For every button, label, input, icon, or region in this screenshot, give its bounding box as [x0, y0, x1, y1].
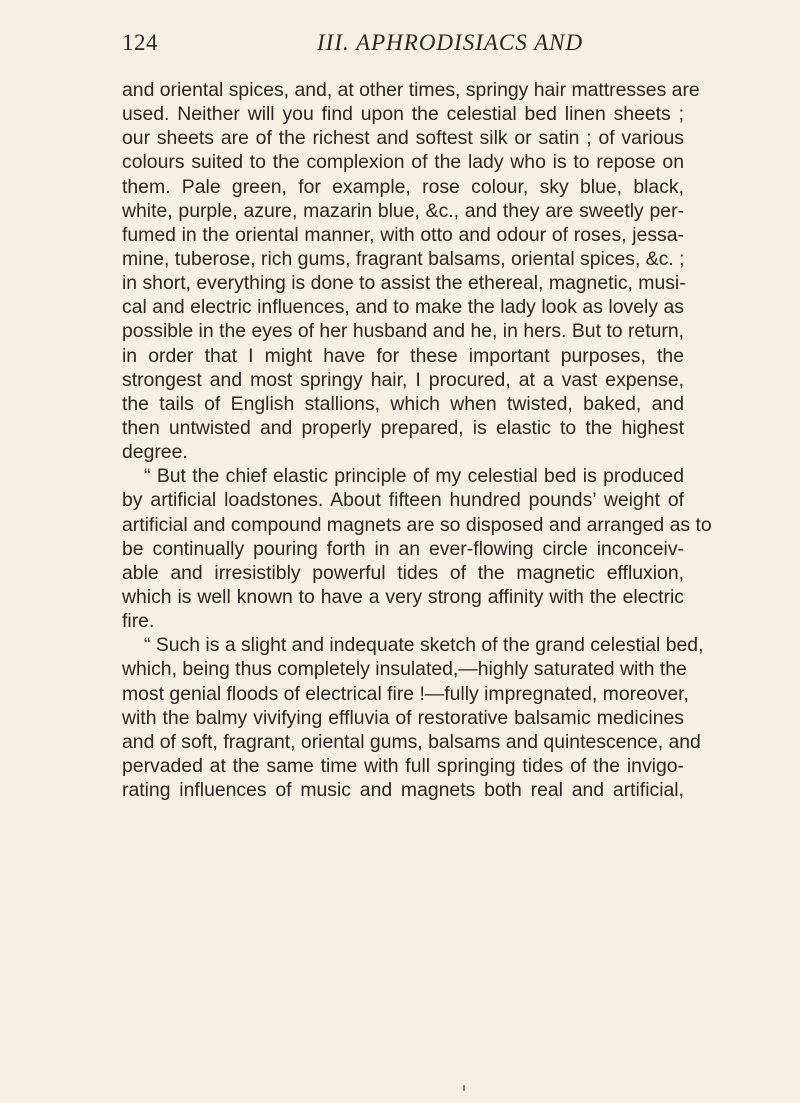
text-line: colours suited to the complexion of the lady who is to repose on: [122, 151, 684, 174]
text-line: fumed in the oriental manner, with otto and odour of roses, jessa-: [122, 223, 684, 246]
text-line: with the balmy vivifying effluvia of restorative balsamic medicines: [122, 706, 684, 729]
text-line: our sheets are of the richest and softest silk or satin ; of various: [122, 127, 684, 150]
text-line: in short, everything is done to assist the ethereal, magnetic, musi-: [122, 272, 686, 295]
text-line: which, being thus completely insulated,—highly saturated with the: [122, 658, 687, 681]
page-number: 124: [122, 30, 158, 55]
text-line: in order that I might have for these important purposes, the: [122, 344, 684, 367]
text-line: and oriental spices, and, at other times, springy hair mattresses are: [122, 79, 700, 101]
text-line: fire.: [122, 610, 155, 633]
text-line: strongest and most springy hair, I procured, at a vast expense,: [122, 368, 684, 391]
text-line: possible in the eyes of her husband and he, in hers. But to return,: [122, 320, 684, 343]
text-line: artificial and compound magnets are so disposed and arranged as to: [122, 513, 712, 536]
text-line: degree.: [122, 441, 188, 464]
body-text: [122, 78, 712, 802]
paragraph-start-line: “ Such is a slight and indequate sketch of the grand celestial bed,: [144, 634, 704, 657]
page-mark: [463, 1085, 465, 1091]
running-head: [122, 30, 682, 60]
text-line: white, purple, azure, mazarin blue, &c., and they are sweetly per-: [122, 199, 684, 222]
text-line: mine, tuberose, rich gums, fragrant balsams, oriental spices, &c. ;: [122, 247, 685, 270]
paragraph-start-line: “ But the chief elastic principle of my celestial bed is produced: [144, 465, 684, 488]
text-line: able and irresistibly powerful tides of the magnetic effluxion,: [122, 561, 684, 584]
text-line: cal and electric influences, and to make the lady look as lovely as: [122, 296, 684, 319]
text-line: used. Neither will you find upon the celestial bed linen sheets ;: [122, 103, 684, 126]
text-line: by artificial loadstones. About fifteen hundred pounds’ weight of: [122, 489, 684, 512]
running-title: III. APHRODISIACS AND: [317, 30, 584, 55]
text-line: them. Pale green, for example, rose colour, sky blue, black,: [122, 175, 684, 198]
text-line: then untwisted and properly prepared, is elastic to the highest: [122, 416, 684, 439]
text-line: the tails of English stallions, which when twisted, baked, and: [122, 392, 684, 415]
text-line: pervaded at the same time with full springing tides of the invigo-: [122, 754, 684, 777]
text-line: and of soft, fragrant, oriental gums, balsams and quintescence, and: [122, 730, 701, 753]
text-line: be continually pouring forth in an ever-flowing circle inconceiv-: [122, 537, 684, 560]
text-line: which is well known to have a very strong affinity with the electric: [122, 585, 684, 608]
text-line: most genial floods of electrical fire !—fully impregnated, moreover,: [122, 682, 689, 705]
text-line: rating influences of music and magnets both real and artificial,: [122, 779, 684, 802]
